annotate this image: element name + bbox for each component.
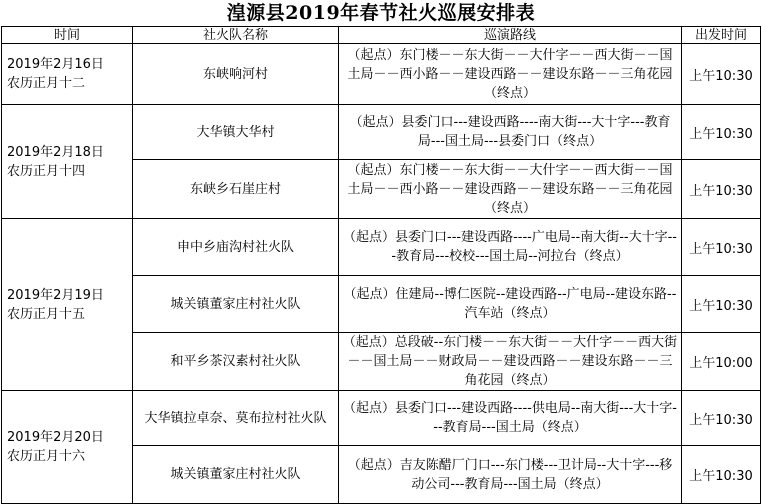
table-row xyxy=(2,44,761,105)
team-cell: 和平乡茶汉素村社火队 xyxy=(133,333,339,391)
time-cell: 上午10:30 xyxy=(682,446,761,504)
date-cell: 2019年2月16日 农历正月十二 xyxy=(2,44,133,105)
route-cell: （起点）县委门口---建设西路----南大街---大十字---教育局---国土局---县委门口（终点） xyxy=(339,105,682,160)
header-date: 时间 xyxy=(2,27,133,44)
date-cell: 2019年2月19日 农历正月十五 xyxy=(2,219,133,391)
time-cell: 上午10:30 xyxy=(682,276,761,333)
date-cell: 2019年2月20日 农历正月十六 xyxy=(2,391,133,504)
route-cell: （起点）总段破--东门楼－－东大街－－大什字－－西大街－－国土局－－财政局－－建设西路－－建设东路－－三角花园（终点） xyxy=(339,333,682,391)
time-cell: 上午10:30 xyxy=(682,44,761,105)
table-row xyxy=(2,105,761,160)
route-cell: （起点）县委门口---建设西路----广电局--南大街--大十字---教育局---校校---国土局--河拉台（终点） xyxy=(339,219,682,276)
team-cell: 城关镇董家庄村社火队 xyxy=(133,446,339,504)
table-row xyxy=(2,391,761,446)
route-cell: （起点）东门楼－－东大街－－大什字－－西大街－－国土局－－西小路－－建设西路－－建设东路－－三角花园（终点） xyxy=(339,160,682,219)
time-cell: 上午10:00 xyxy=(682,333,761,391)
table-row xyxy=(2,219,761,276)
team-cell: 东峡乡石崖庄村 xyxy=(133,160,339,219)
team-cell: 大华镇大华村 xyxy=(133,105,339,160)
route-cell: （起点）住建局--博仁医院--建设西路--广电局--建设东路--汽车站（终点） xyxy=(339,276,682,333)
header-team: 社火队名称 xyxy=(133,27,339,44)
team-cell: 申中乡庙沟村社火队 xyxy=(133,219,339,276)
team-cell: 大华镇拉卓奈、莫布拉村社火队 xyxy=(133,391,339,446)
route-cell: （起点）吉友陈醋厂门口---东门楼---卫计局--大十字---移动公司---教育局---国土局（终点） xyxy=(339,446,682,504)
team-cell: 东峡响河村 xyxy=(133,44,339,105)
time-cell: 上午10:30 xyxy=(682,391,761,446)
page-title: 湟源县2019年春节社火巡展安排表 xyxy=(226,2,536,24)
route-cell: （起点）县委门口---建设西路----供电局--南大街---大十字---教育局---国土局（终点） xyxy=(339,391,682,446)
route-cell: （起点）东门楼－－东大街－－大什字－－西大街－－国土局－－西小路－－建设西路－－建设东路－－三角花园（终点） xyxy=(339,44,682,105)
header-time: 出发时间 xyxy=(682,27,761,44)
header-route: 巡演路线 xyxy=(339,27,682,44)
header-row xyxy=(2,27,761,44)
time-cell: 上午10:30 xyxy=(682,105,761,160)
time-cell: 上午10:30 xyxy=(682,219,761,276)
schedule-table xyxy=(1,26,761,504)
team-cell: 城关镇董家庄村社火队 xyxy=(133,276,339,333)
time-cell: 上午10:30 xyxy=(682,160,761,219)
date-cell: 2019年2月18日 农历正月十四 xyxy=(2,105,133,219)
